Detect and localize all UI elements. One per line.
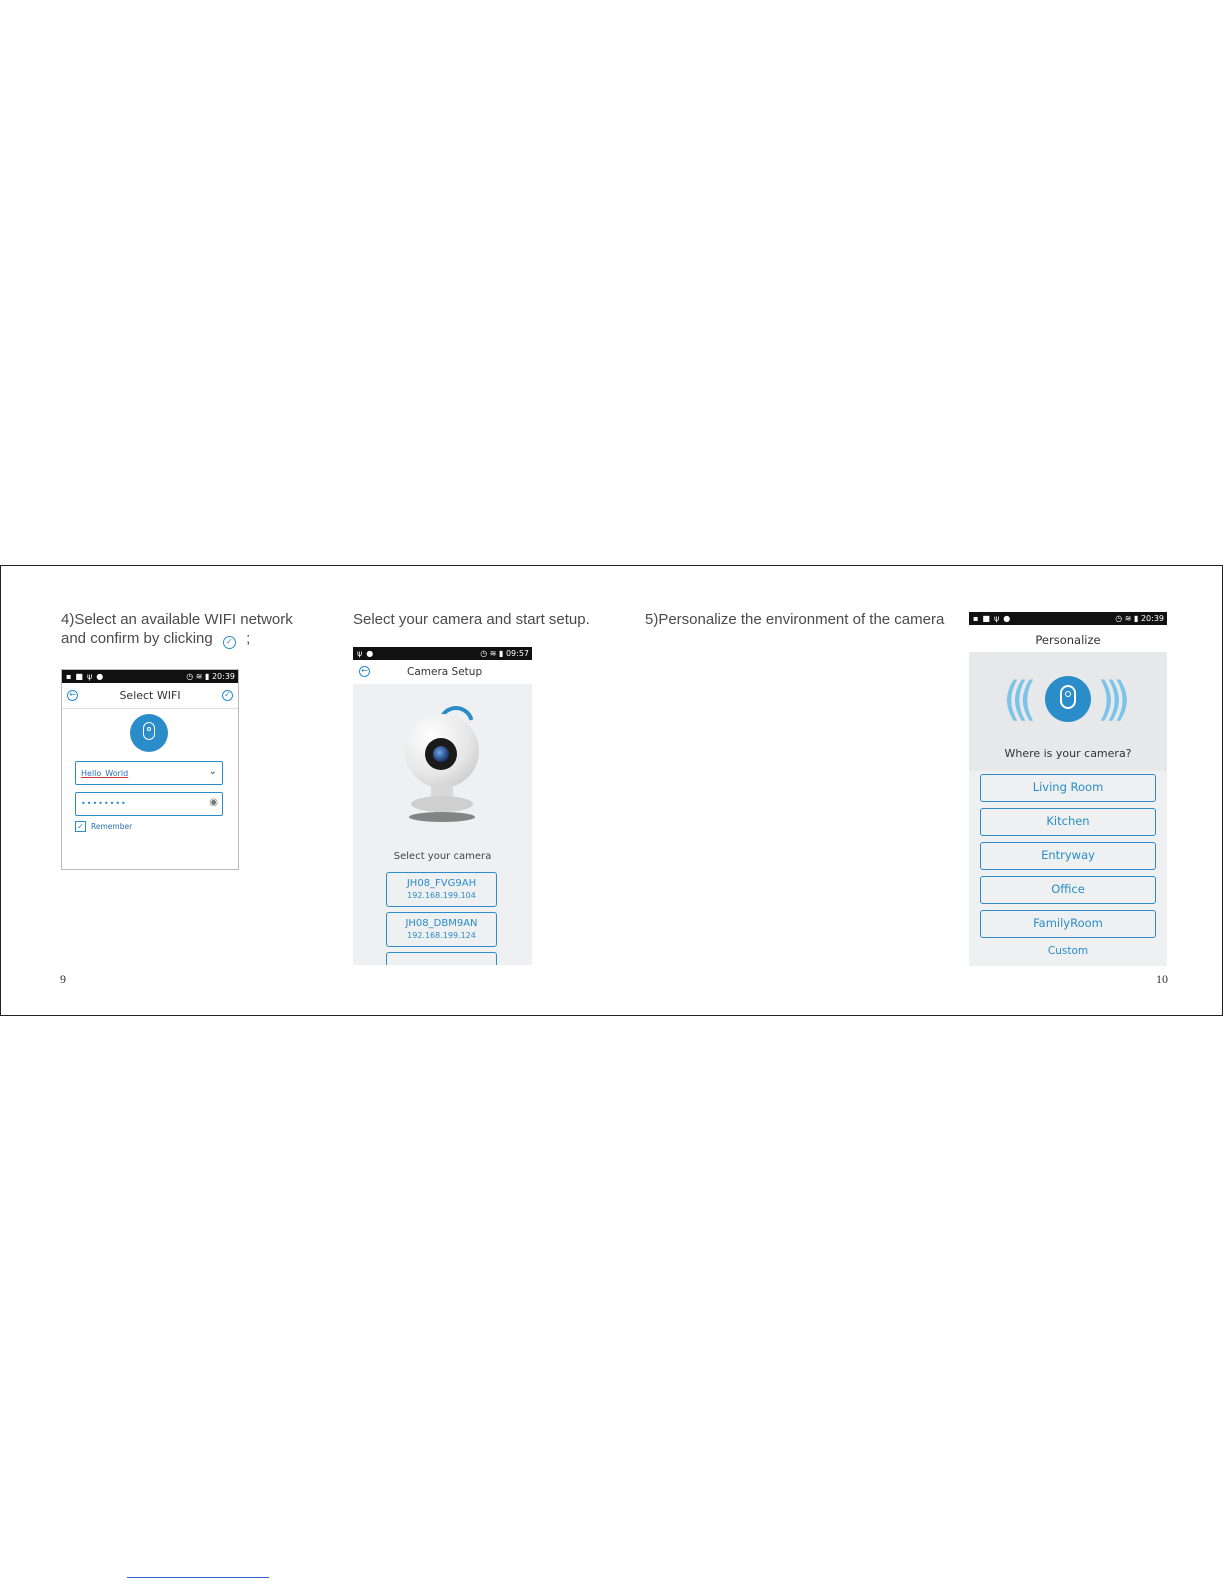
location-label: Living Room: [1032, 780, 1104, 794]
password-field[interactable]: [75, 792, 223, 816]
status-icons-left: ▪■ψ●: [973, 614, 1015, 623]
remember-label: Remember: [91, 822, 133, 831]
location-question: Where is your camera?: [1004, 747, 1132, 760]
personalize-screen: [969, 612, 1167, 966]
status-icons-left: ▪■ψ●: [66, 672, 108, 681]
wifi-screen: [61, 669, 239, 870]
header-divider: [62, 708, 238, 709]
custom-location-link[interactable]: Custom: [1047, 945, 1089, 957]
signal-waves-left-icon: (((: [1003, 672, 1027, 726]
camera-item-name: JH08_FVG9AH: [406, 878, 477, 889]
footer-link-rule: [127, 1577, 269, 1578]
back-icon[interactable]: ←: [67, 690, 78, 701]
camera-setup-screen: [353, 647, 532, 965]
location-label: Kitchen: [1046, 814, 1090, 828]
camera-item-3-partial[interactable]: [386, 952, 497, 965]
webcam-base: [411, 796, 473, 812]
chevron-down-icon: ⌄: [208, 766, 217, 777]
camera-item-ip: 192.168.199.104: [407, 891, 476, 900]
location-label: FamilyRoom: [1033, 916, 1103, 930]
screen-title: Camera Setup: [407, 666, 483, 678]
page-number-left: 9: [60, 972, 66, 986]
remember-checkbox[interactable]: ✓: [75, 821, 86, 832]
step4-instruction: [61, 610, 293, 648]
camera-item-ip: 192.168.199.124: [407, 931, 476, 940]
status-time-text: 20:39: [211, 672, 235, 681]
location-familyroom-button[interactable]: [980, 910, 1156, 938]
status-bar: [62, 670, 238, 683]
confirm-check-icon[interactable]: ✓: [222, 690, 233, 701]
location-label: Office: [1051, 882, 1085, 896]
screen-title: Select WIFI: [119, 689, 181, 702]
select-camera-label: Select your camera: [393, 851, 492, 862]
camera-item-2[interactable]: [386, 912, 497, 947]
location-living-room-button[interactable]: [980, 774, 1156, 802]
middle-instruction: Select your camera and start setup.: [353, 611, 590, 628]
camera-logo-icon: [1045, 676, 1091, 722]
status-bar: [969, 612, 1167, 625]
eye-icon[interactable]: ◉: [209, 797, 218, 808]
ssid-select[interactable]: [75, 761, 223, 785]
status-time: ◷ ≋ ▮ 20:39: [186, 672, 235, 681]
status-bar: [353, 647, 532, 660]
status-icons-left: ψ●: [357, 649, 378, 658]
webcam-image: [405, 714, 479, 788]
step4-suffix: ;: [246, 630, 251, 647]
camera-item-1[interactable]: [386, 872, 497, 907]
status-time-text: 20:39: [1140, 614, 1164, 623]
camera-item-name: JH08_DBM9AN: [405, 918, 478, 929]
step4-line1: 4)Select an available WIFI network: [61, 611, 293, 628]
step4-line2: and confirm by clicking: [61, 630, 213, 647]
step4-line2-wrap: [61, 629, 293, 648]
step5-instruction: 5)Personalize the environment of the camera: [645, 611, 945, 628]
webcam-shadow: [409, 812, 475, 822]
status-time: ◷ ≋ ▮ 09:57: [480, 649, 529, 658]
location-kitchen-button[interactable]: [980, 808, 1156, 836]
signal-waves-right-icon: ))): [1097, 672, 1121, 726]
personalize-hero: [969, 652, 1167, 771]
screen-title: Personalize: [1035, 633, 1101, 647]
location-entryway-button[interactable]: [980, 842, 1156, 870]
page-number-right: 10: [1156, 972, 1168, 986]
status-time: ◷ ≋ ▮ 20:39: [1115, 614, 1164, 623]
camera-logo-icon: [130, 714, 168, 752]
location-label: Entryway: [1041, 848, 1095, 862]
ssid-value: Hello_World: [81, 769, 129, 778]
back-icon[interactable]: ←: [359, 666, 370, 677]
confirm-check-icon: ✓: [223, 636, 236, 649]
camera-list-area: [353, 684, 532, 965]
status-time-text: 09:57: [505, 649, 529, 658]
location-office-button[interactable]: [980, 876, 1156, 904]
password-value: ••••••••: [81, 799, 127, 808]
